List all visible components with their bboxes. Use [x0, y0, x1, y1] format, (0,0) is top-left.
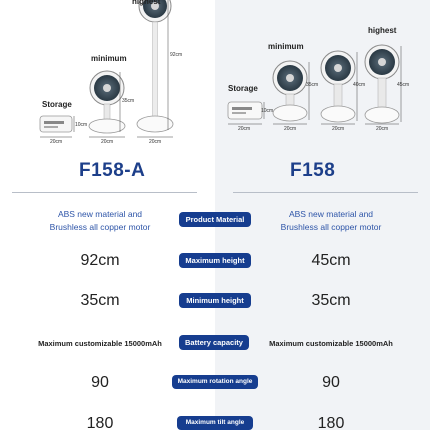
label-battery-capacity: Battery capacity: [179, 335, 249, 350]
battery-left: Maximum customizable 15000mAh: [38, 339, 162, 348]
label-maximum-height: Maximum height: [179, 253, 251, 268]
right-minimum-label: minimum: [268, 42, 304, 51]
material-left-line2: Brushless all copper motor: [49, 222, 151, 232]
product-illustrations: [0, 0, 430, 160]
right-minimum-fan: [273, 61, 307, 121]
right-storage-height: 10cm: [261, 108, 274, 114]
right-highest-label: highest: [368, 26, 397, 35]
left-storage-label: Storage: [42, 100, 72, 109]
left-high-width: 20cm: [149, 139, 162, 145]
left-min-height: 35cm: [122, 98, 135, 104]
label-minimum-height: Minimum height: [179, 293, 251, 308]
max-height-left: 92cm: [80, 252, 120, 269]
right-storage-width: 20cm: [238, 126, 251, 132]
rotation-left: 90: [91, 374, 109, 391]
min-height-right: 35cm: [311, 292, 351, 309]
right-min-height: 35cm: [306, 82, 319, 88]
spec-row-max-height: [0, 250, 430, 272]
left-high-height: 92cm: [170, 52, 183, 58]
right-storage-label: Storage: [228, 84, 258, 93]
tilt-left: 180: [86, 415, 114, 432]
model-left-title: F158-A: [79, 160, 146, 181]
right-min-width: 20cm: [284, 126, 297, 132]
label-maximum-tilt-angle: Maximum tilt angle: [177, 416, 253, 430]
spec-row-battery: [0, 334, 430, 354]
tilt-right: 180: [317, 415, 345, 432]
left-min-width: 20cm: [101, 139, 114, 145]
left-storage-width: 20cm: [50, 139, 63, 145]
left-minimum-label: minimum: [91, 54, 127, 63]
spec-row-material: [0, 206, 430, 236]
material-right: [236, 208, 426, 234]
label-maximum-rotation-angle: Maximum rotation angle: [172, 375, 258, 389]
label-product-material: Product Material: [179, 212, 251, 227]
right-high-width: 20cm: [376, 126, 389, 132]
right-storage-unit: [228, 102, 262, 119]
spec-row-min-height: [0, 290, 430, 312]
left-storage-height: 10cm: [75, 122, 88, 128]
model-right-title: F158: [290, 160, 336, 181]
material-left: [5, 208, 195, 234]
material-right-line1: ABS new material and: [288, 209, 374, 219]
fan-illustration-svg: [0, 0, 430, 160]
battery-right: Maximum customizable 15000mAh: [269, 339, 393, 348]
divider-left: [12, 192, 197, 193]
min-height-left: 35cm: [80, 292, 120, 309]
left-storage-unit: [40, 116, 72, 132]
right-middle-fan: [321, 51, 355, 122]
material-right-line2: Brushless all copper motor: [280, 222, 382, 232]
left-highest-label: highest: [132, 0, 161, 6]
left-highest-fan: [137, 0, 173, 132]
right-high-height: 45cm: [397, 82, 410, 88]
divider-right: [233, 192, 418, 193]
right-mid-height: 40cm: [353, 82, 366, 88]
spec-row-rotation: [0, 372, 430, 394]
spec-row-tilt: [0, 413, 430, 435]
material-left-line1: ABS new material and: [57, 209, 143, 219]
right-highest-fan: [365, 45, 399, 123]
max-height-right: 45cm: [311, 252, 351, 269]
rotation-right: 90: [322, 374, 340, 391]
right-mid-width: 20cm: [332, 126, 345, 132]
left-minimum-fan: [89, 71, 125, 133]
